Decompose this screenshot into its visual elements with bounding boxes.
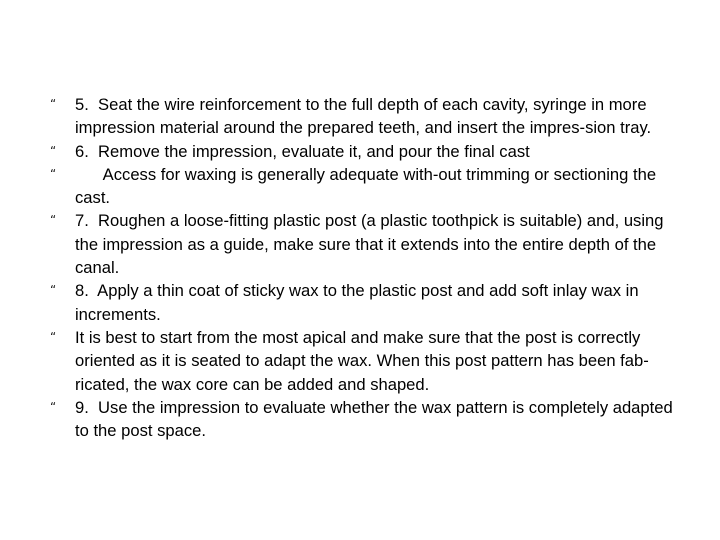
list-item [50, 209, 690, 279]
curly-quote-bullet-icon: “ [50, 213, 57, 228]
list-item [50, 396, 690, 443]
step-6-text: 6. Remove the impression, evaluate it, and pour the final cast [75, 141, 530, 161]
waxing-access-text: Access for waxing is generally adequate with-out trimming or sectioning the cast. [75, 164, 661, 208]
step-5-text: 5. Seat the wire reinforcement to the full depth of each cavity, syringe in more impression material around the prepared teeth, and insert the impres-sion tray. [75, 95, 652, 138]
step-8-text: 8. Apply a thin coat of sticky wax to the plastic post and add soft inlay wax in increments. [75, 281, 644, 324]
bullet-list [50, 93, 690, 442]
list-item [50, 93, 690, 140]
curly-quote-bullet-icon: “ [50, 329, 57, 344]
curly-quote-bullet-icon: “ [50, 283, 57, 298]
curly-quote-bullet-icon: “ [50, 166, 57, 181]
curly-quote-bullet-icon: “ [50, 399, 57, 414]
step-7-text: 7. Roughen a loose-fitting plastic post (a plastic toothpick is suitable) and, using the impression as a guide, make sure that it extends into the entire depth of the canal. [75, 211, 669, 278]
apical-start-text: It is best to start from the most apical and make sure that the post is correctly oriented as it is seated to adapt the wax. When this post pattern has been fab-ricated, the wax core can be added and shaped. [75, 327, 649, 394]
curly-quote-bullet-icon: “ [50, 97, 57, 111]
list-item [50, 326, 690, 396]
step-9-text: 9. Use the impression to evaluate whether the wax pattern is completely adapted to the post space. [75, 397, 678, 441]
list-item [50, 140, 690, 163]
curly-quote-bullet-icon: “ [50, 143, 57, 158]
list-item [50, 279, 690, 326]
list-item [50, 163, 690, 210]
